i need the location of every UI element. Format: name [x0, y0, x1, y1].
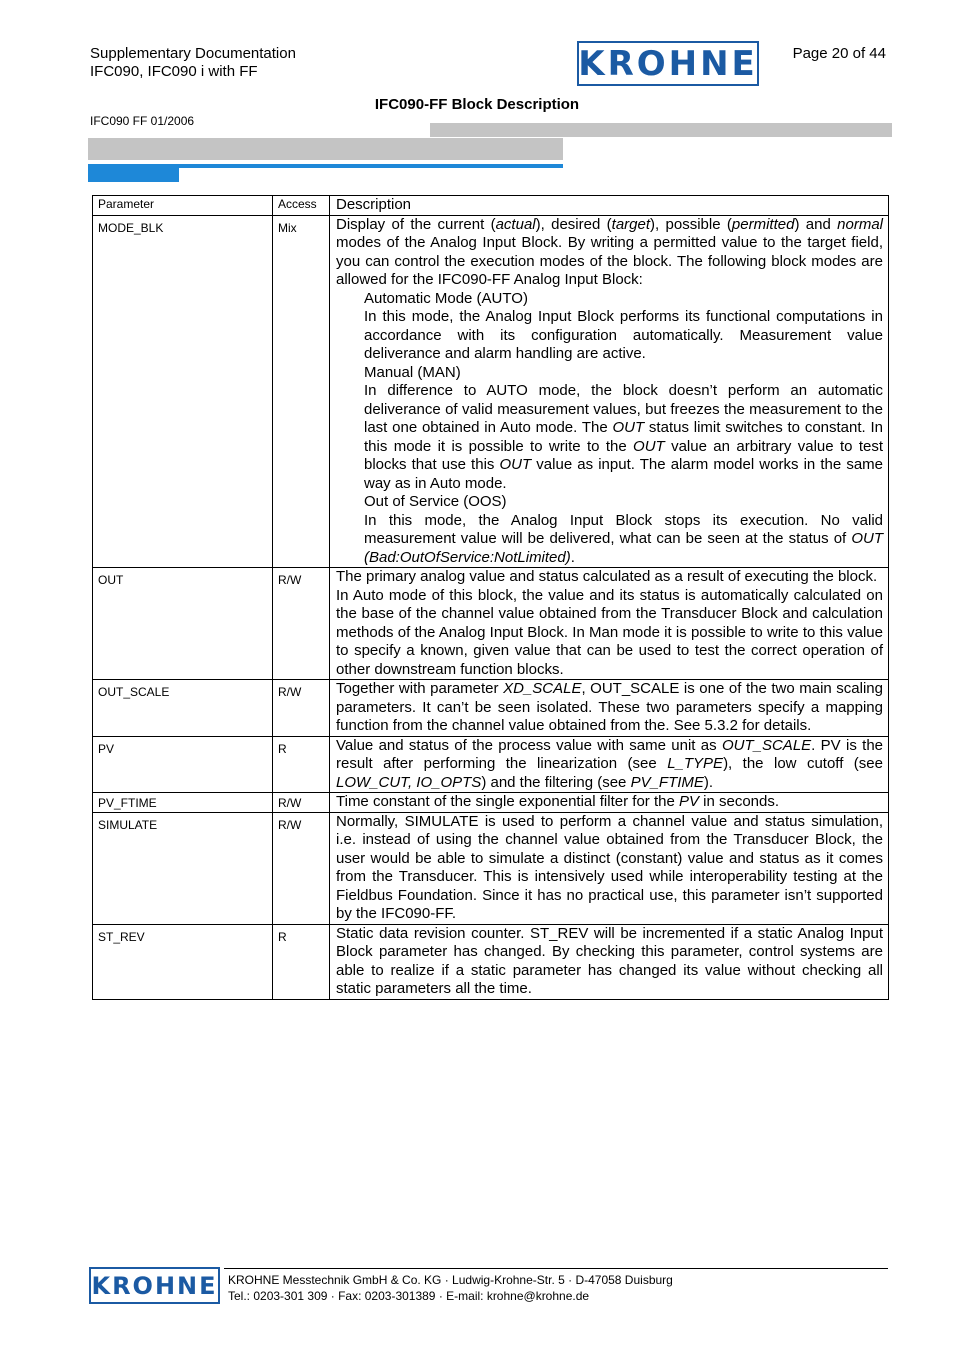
decorative-bar-gray-top	[430, 123, 892, 137]
param-name: PV_FTIME	[93, 793, 273, 813]
table-row	[93, 924, 889, 999]
table-row	[93, 736, 889, 793]
param-access: R/W	[273, 793, 330, 813]
parameter-table	[92, 195, 889, 1000]
mode-oos-text: In this mode, the Analog Input Block stops its execution. No valid measurement value will be delivered, what can be seen at the status of OUT (Bad:OutOfService:NotLimited).	[364, 511, 883, 566]
param-name: OUT_SCALE	[93, 680, 273, 737]
footer-address	[228, 1272, 673, 1304]
param-access: R/W	[273, 680, 330, 737]
table-header-row	[93, 196, 889, 216]
param-description: The primary analog value and status calculated as a result of executing the block. In Auto mode of this block, the value and its status is automatically calculated on the base of the channel value obtained from the Transducer Block and calculation methods of the Analog Input Block. In Man mode it is possible to write to this value to specify a known, given value that can be used to test the correct operation of other downstream function blocks.	[330, 568, 889, 680]
table-row	[93, 793, 889, 813]
krohne-logo-text: KROHNE	[578, 43, 758, 84]
mode-man-text: In difference to AUTO mode, the block doesn’t perform an automatic deliverance of valid measurement values, but freezes the measurement to the last one obtained in Auto mode. The OUT status limit switches to constant. In this mode it is possible to write to the OUT value an arbitrary value to test blocks that use this OUT value as input. The alarm model works in the same way as in Auto mode.	[364, 382, 884, 492]
table-row	[93, 680, 889, 737]
doc-code: IFC090 FF 01/2006	[90, 114, 195, 128]
header-access: Access	[273, 196, 330, 216]
param-access: Mix	[273, 215, 330, 568]
krohne-footer-logo	[89, 1267, 220, 1304]
table-row	[93, 568, 889, 680]
param-name: MODE_BLK	[93, 215, 273, 568]
page-number: Page 20 of 44	[792, 45, 886, 62]
mode-man-heading: Manual (MAN)	[364, 363, 461, 381]
param-access: R/W	[273, 812, 330, 924]
decorative-bar-blue-block	[88, 168, 179, 182]
param-description: Time constant of the single exponential filter for the PV in seconds.	[330, 793, 889, 813]
table-row	[93, 215, 889, 568]
decorative-bar-gray	[88, 138, 563, 160]
param-description: Static data revision counter. ST_REV will be incremented if a static Analog Input Block parameter has changed. By checking this parameter, control systems are able to realize if a static parameter has changed its value without checking all static parameters all the time.	[330, 924, 889, 999]
footer-line1: KROHNE Messtechnik GmbH & Co. KG · Ludwig-Krohne-Str. 5 · D-47058 Duisburg	[228, 1273, 673, 1287]
doc-title-line2: IFC090, IFC090 i with FF	[90, 63, 258, 80]
krohne-logo	[577, 41, 759, 86]
mode-auto-text: In this mode, the Analog Input Block performs its functional computations in accordance with its configuration automatically. Measurement value deliverance and alarm handling are active.	[364, 308, 883, 362]
param-access: R	[273, 736, 330, 793]
param-name: OUT	[93, 568, 273, 680]
mode-oos-heading: Out of Service (OOS)	[364, 493, 507, 510]
header-description: Description	[330, 196, 889, 216]
param-description: Display of the current (actual), desired (target), possible (permitted) and normal modes of the Analog Input Block. By writing a permitted value to the target field, you can control the execution modes of the block. The following block modes are allowed for the IFC090-FF Analog Input Block: Automatic Mode (AUTO) In this mode, the Analog Input Block performs its functional computations in accordance with its configuration automatically. Measurement value deliverance and alarm handling are active. Manual (MAN) In difference to AUTO mode, the block doesn’t perform an automatic deliverance of valid measurement values, but freezes the measurement to the last one obtained in Auto mode. The OUT status limit switches to constant. In this mode it is possible to write to the OUT value an arbitrary value to test blocks that use this OUT value as input. The alarm model works in the same way as in Auto mode. Out of Service (OOS) In this mode, the Analog Input Block stops its execution. No valid measurement value will be delivered, what can be seen at the status of OUT (Bad:OutOfService:NotLimited).	[330, 215, 889, 568]
mode-auto-heading: Automatic Mode (AUTO)	[364, 289, 528, 307]
doc-title-line1: Supplementary Documentation	[90, 45, 296, 62]
header-parameter: Parameter	[93, 196, 273, 216]
param-access: R	[273, 924, 330, 999]
section-title: IFC090-FF Block Description	[374, 96, 580, 113]
krohne-footer-logo-text: KROHNE	[91, 1271, 218, 1300]
param-name: ST_REV	[93, 924, 273, 999]
table-row	[93, 812, 889, 924]
param-name: PV	[93, 736, 273, 793]
footer-line2: Tel.: 0203-301 309 · Fax: 0203-301389 · E-mail: krohne@krohne.de	[228, 1289, 590, 1303]
param-description: Together with parameter XD_SCALE, OUT_SCALE is one of the two main scaling parameters. It can’t be seen isolated. These two parameters specify a mapping function from the channel value obtained from the. See 5.3.2 for details.	[330, 680, 889, 737]
param-description: Value and status of the process value with same unit as OUT_SCALE. PV is the result after performing the linearization (see L_TYPE), the low cutoff (see LOW_CUT, IO_OPTS) and the filtering (see PV_FTIME).	[330, 736, 889, 793]
param-description: Normally, SIMULATE is used to perform a channel value and status simulation, i.e. instead of using the channel value obtained from the Transducer Block, the user would be able to simulate a distinct (constant) value and status as it comes from the Transducer. This is intensively used while interoperability testing at the Fieldbus Foundation. Since it has no practical use, this parameter isn’t supported by the IFC090-FF.	[330, 812, 889, 924]
param-name: SIMULATE	[93, 812, 273, 924]
param-access: R/W	[273, 568, 330, 680]
document-header	[90, 45, 296, 81]
footer-divider	[224, 1268, 888, 1269]
